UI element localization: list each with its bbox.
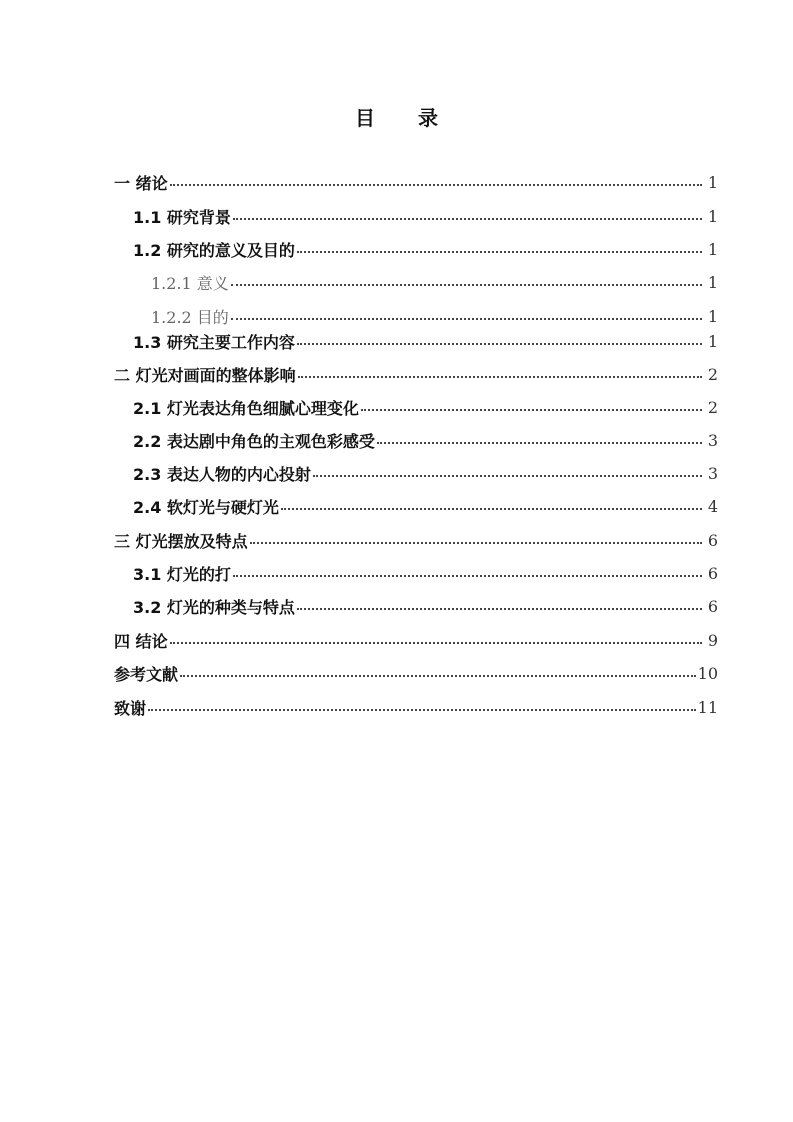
- dot-leader: [313, 475, 702, 477]
- toc-entry-page: 1: [707, 331, 718, 351]
- dot-leader: [233, 218, 702, 220]
- toc-entry-page: 4: [707, 496, 718, 516]
- toc-entry-label: 一 绪论: [114, 173, 168, 193]
- toc-entry[interactable]: [114, 362, 718, 386]
- toc-entry[interactable]: [114, 628, 718, 652]
- dot-leader: [298, 376, 702, 378]
- toc-entry-label: 3.1 灯光的打: [133, 564, 231, 584]
- toc-entry[interactable]: [114, 661, 718, 685]
- toc-entry-page: 1: [707, 206, 718, 226]
- dot-leader: [170, 184, 702, 186]
- toc-entry[interactable]: [133, 395, 718, 419]
- toc-entry[interactable]: [133, 494, 718, 518]
- toc-entry-page: 6: [707, 563, 718, 583]
- dot-leader: [297, 251, 702, 253]
- toc-entry-label: 三 灯光摆放及特点: [114, 531, 248, 551]
- toc-entry-page: 1: [707, 272, 718, 292]
- toc-entry-label: 1.2 研究的意义及目的: [133, 240, 295, 260]
- toc-entry[interactable]: [114, 170, 718, 194]
- toc-title: 目 录: [355, 106, 456, 130]
- toc-entry-label: 1.3 研究主要工作内容: [133, 332, 295, 352]
- toc-entry-label: 致谢: [114, 698, 147, 718]
- toc-entry-page: 1: [707, 306, 718, 326]
- toc-entry-label: 参考文献: [114, 664, 179, 684]
- toc-entry-page: 1: [707, 239, 718, 259]
- toc-entry-label: 3.2 灯光的种类与特点: [133, 597, 295, 617]
- toc-entry-label: 1.1 研究背景: [133, 207, 231, 227]
- toc-entry[interactable]: [151, 270, 718, 294]
- toc-entry-label: 2.1 灯光表达角色细腻心理变化: [133, 398, 359, 418]
- toc-entry[interactable]: [133, 204, 718, 228]
- toc-entry[interactable]: [133, 594, 718, 618]
- toc-entry[interactable]: [133, 237, 718, 261]
- dot-leader: [170, 642, 702, 644]
- toc-entry[interactable]: [133, 561, 718, 585]
- dot-leader: [377, 442, 702, 444]
- toc-entry-label: 1.2.2 目的: [151, 307, 229, 327]
- dot-leader: [250, 542, 702, 544]
- toc-entry[interactable]: [114, 528, 718, 552]
- toc-entry-page: 2: [707, 364, 718, 384]
- toc-entry-label: 四 结论: [114, 631, 168, 651]
- toc-entry-page: 9: [707, 630, 718, 650]
- toc-entry[interactable]: [133, 329, 718, 353]
- toc-entry[interactable]: [151, 304, 718, 328]
- toc-entry-label: 二 灯光对画面的整体影响: [114, 365, 296, 385]
- toc-entry-page: 11: [697, 697, 718, 717]
- toc-entry[interactable]: [133, 461, 718, 485]
- toc-entry-page: 6: [707, 596, 718, 616]
- toc-entry-label: 2.2 表达剧中角色的主观色彩感受: [133, 431, 375, 451]
- dot-leader: [233, 575, 702, 577]
- toc-entry-label: 2.4 软灯光与硬灯光: [133, 497, 279, 517]
- dot-leader: [231, 284, 702, 286]
- toc-entry-page: 3: [707, 430, 718, 450]
- toc-entry-label: 2.3 表达人物的内心投射: [133, 464, 311, 484]
- toc-entry[interactable]: [133, 428, 718, 452]
- dot-leader: [148, 709, 696, 711]
- dot-leader: [297, 343, 702, 345]
- toc-entry-page: 10: [697, 663, 718, 683]
- dot-leader: [281, 508, 702, 510]
- dot-leader: [361, 409, 702, 411]
- toc-entry-page: 6: [707, 530, 718, 550]
- toc-entry-page: 2: [707, 397, 718, 417]
- toc-entry[interactable]: [114, 695, 718, 719]
- toc-entry-page: 3: [707, 463, 718, 483]
- dot-leader: [231, 318, 702, 320]
- toc-entry-page: 1: [707, 172, 718, 192]
- toc-entry-label: 1.2.1 意义: [151, 273, 229, 293]
- dot-leader: [180, 675, 696, 677]
- dot-leader: [297, 608, 702, 610]
